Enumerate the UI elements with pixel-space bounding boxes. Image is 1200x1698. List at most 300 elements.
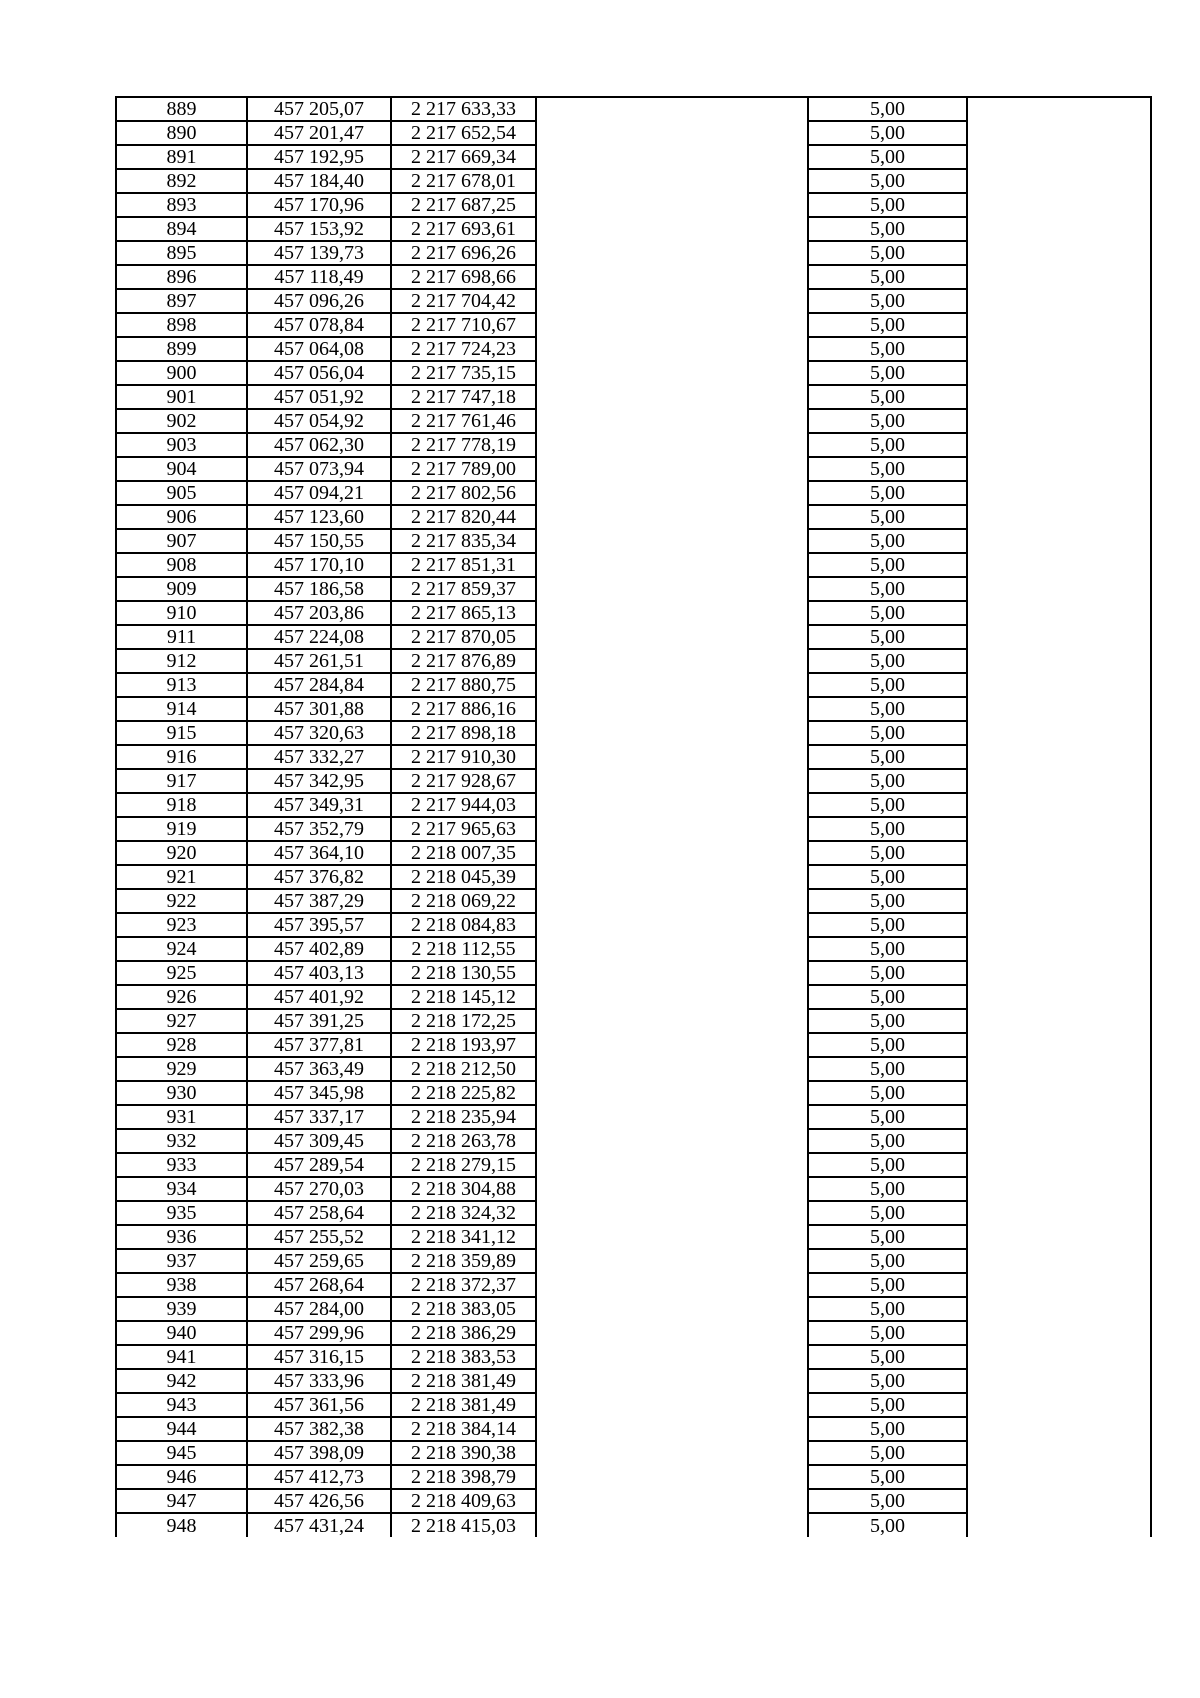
empty-cell	[536, 553, 808, 577]
x-coordinate-cell: 457 258,64	[247, 1201, 391, 1225]
y-coordinate-cell: 2 218 007,35	[391, 841, 536, 865]
x-coordinate-cell: 457 299,96	[247, 1321, 391, 1345]
empty-cell	[967, 481, 1151, 505]
point-number-cell: 921	[116, 865, 247, 889]
point-number-cell: 906	[116, 505, 247, 529]
table-row	[116, 289, 1151, 313]
empty-cell	[967, 553, 1151, 577]
value-cell: 5,00	[808, 1225, 967, 1249]
x-coordinate-cell: 457 361,56	[247, 1393, 391, 1417]
x-coordinate-cell: 457 382,38	[247, 1417, 391, 1441]
value-cell: 5,00	[808, 385, 967, 409]
point-number-cell: 889	[116, 97, 247, 121]
x-coordinate-cell: 457 333,96	[247, 1369, 391, 1393]
empty-cell	[536, 1129, 808, 1153]
value-cell: 5,00	[808, 553, 967, 577]
y-coordinate-cell: 2 218 381,49	[391, 1393, 536, 1417]
empty-cell	[536, 169, 808, 193]
point-number-cell: 919	[116, 817, 247, 841]
coordinates-table	[115, 96, 1152, 1537]
empty-cell	[967, 1249, 1151, 1273]
table-row	[116, 241, 1151, 265]
y-coordinate-cell: 2 217 910,30	[391, 745, 536, 769]
y-coordinate-cell: 2 217 835,34	[391, 529, 536, 553]
empty-cell	[967, 1321, 1151, 1345]
y-coordinate-cell: 2 218 145,12	[391, 985, 536, 1009]
point-number-cell: 937	[116, 1249, 247, 1273]
x-coordinate-cell: 457 349,31	[247, 793, 391, 817]
empty-cell	[967, 649, 1151, 673]
point-number-cell: 918	[116, 793, 247, 817]
y-coordinate-cell: 2 217 678,01	[391, 169, 536, 193]
y-coordinate-cell: 2 217 633,33	[391, 97, 536, 121]
value-cell: 5,00	[808, 769, 967, 793]
y-coordinate-cell: 2 217 859,37	[391, 577, 536, 601]
empty-cell	[536, 1105, 808, 1129]
point-number-cell: 932	[116, 1129, 247, 1153]
y-coordinate-cell: 2 217 669,34	[391, 145, 536, 169]
empty-cell	[967, 1417, 1151, 1441]
table-row	[116, 889, 1151, 913]
x-coordinate-cell: 457 395,57	[247, 913, 391, 937]
x-coordinate-cell: 457 123,60	[247, 505, 391, 529]
value-cell: 5,00	[808, 841, 967, 865]
empty-cell	[967, 1369, 1151, 1393]
table-row	[116, 673, 1151, 697]
empty-cell	[967, 265, 1151, 289]
x-coordinate-cell: 457 170,10	[247, 553, 391, 577]
empty-cell	[536, 1489, 808, 1513]
point-number-cell: 943	[116, 1393, 247, 1417]
x-coordinate-cell: 457 402,89	[247, 937, 391, 961]
x-coordinate-cell: 457 345,98	[247, 1081, 391, 1105]
value-cell: 5,00	[808, 337, 967, 361]
empty-cell	[967, 1153, 1151, 1177]
value-cell: 5,00	[808, 1273, 967, 1297]
point-number-cell: 948	[116, 1513, 247, 1537]
table-row	[116, 1393, 1151, 1417]
value-cell: 5,00	[808, 1249, 967, 1273]
empty-cell	[967, 721, 1151, 745]
empty-cell	[536, 145, 808, 169]
table-row	[116, 1249, 1151, 1273]
y-coordinate-cell: 2 217 851,31	[391, 553, 536, 577]
y-coordinate-cell: 2 217 652,54	[391, 121, 536, 145]
table-row	[116, 1105, 1151, 1129]
y-coordinate-cell: 2 217 735,15	[391, 361, 536, 385]
y-coordinate-cell: 2 218 225,82	[391, 1081, 536, 1105]
x-coordinate-cell: 457 364,10	[247, 841, 391, 865]
point-number-cell: 922	[116, 889, 247, 913]
table-row	[116, 505, 1151, 529]
empty-cell	[536, 1345, 808, 1369]
table-row	[116, 1441, 1151, 1465]
empty-cell	[536, 1273, 808, 1297]
empty-cell	[536, 1321, 808, 1345]
table-row	[116, 553, 1151, 577]
value-cell: 5,00	[808, 97, 967, 121]
value-cell: 5,00	[808, 913, 967, 937]
value-cell: 5,00	[808, 145, 967, 169]
value-cell: 5,00	[808, 481, 967, 505]
table-row	[116, 793, 1151, 817]
value-cell: 5,00	[808, 289, 967, 313]
y-coordinate-cell: 2 217 886,16	[391, 697, 536, 721]
x-coordinate-cell: 457 062,30	[247, 433, 391, 457]
value-cell: 5,00	[808, 433, 967, 457]
value-cell: 5,00	[808, 241, 967, 265]
empty-cell	[967, 673, 1151, 697]
point-number-cell: 903	[116, 433, 247, 457]
point-number-cell: 940	[116, 1321, 247, 1345]
point-number-cell: 938	[116, 1273, 247, 1297]
empty-cell	[536, 1177, 808, 1201]
point-number-cell: 895	[116, 241, 247, 265]
empty-cell	[536, 649, 808, 673]
empty-cell	[536, 1441, 808, 1465]
empty-cell	[967, 313, 1151, 337]
empty-cell	[967, 985, 1151, 1009]
table-row	[116, 1033, 1151, 1057]
y-coordinate-cell: 2 217 696,26	[391, 241, 536, 265]
y-coordinate-cell: 2 217 928,67	[391, 769, 536, 793]
empty-cell	[536, 121, 808, 145]
empty-cell	[967, 1489, 1151, 1513]
empty-cell	[967, 745, 1151, 769]
point-number-cell: 945	[116, 1441, 247, 1465]
y-coordinate-cell: 2 217 898,18	[391, 721, 536, 745]
x-coordinate-cell: 457 073,94	[247, 457, 391, 481]
value-cell: 5,00	[808, 1369, 967, 1393]
empty-cell	[536, 193, 808, 217]
value-cell: 5,00	[808, 1321, 967, 1345]
y-coordinate-cell: 2 218 383,53	[391, 1345, 536, 1369]
value-cell: 5,00	[808, 313, 967, 337]
empty-cell	[967, 577, 1151, 601]
point-number-cell: 912	[116, 649, 247, 673]
table-row	[116, 337, 1151, 361]
empty-cell	[536, 481, 808, 505]
value-cell: 5,00	[808, 529, 967, 553]
point-number-cell: 904	[116, 457, 247, 481]
point-number-cell: 935	[116, 1201, 247, 1225]
value-cell: 5,00	[808, 625, 967, 649]
point-number-cell: 925	[116, 961, 247, 985]
x-coordinate-cell: 457 192,95	[247, 145, 391, 169]
y-coordinate-cell: 2 218 383,05	[391, 1297, 536, 1321]
value-cell: 5,00	[808, 697, 967, 721]
point-number-cell: 891	[116, 145, 247, 169]
x-coordinate-cell: 457 301,88	[247, 697, 391, 721]
empty-cell	[967, 289, 1151, 313]
x-coordinate-cell: 457 387,29	[247, 889, 391, 913]
empty-cell	[536, 409, 808, 433]
empty-cell	[536, 289, 808, 313]
table-row	[116, 145, 1151, 169]
empty-cell	[967, 337, 1151, 361]
empty-cell	[536, 1225, 808, 1249]
empty-cell	[967, 217, 1151, 241]
table-row	[116, 625, 1151, 649]
empty-cell	[536, 577, 808, 601]
table-row	[116, 985, 1151, 1009]
empty-cell	[967, 409, 1151, 433]
empty-cell	[536, 793, 808, 817]
empty-cell	[967, 1465, 1151, 1489]
table-row	[116, 913, 1151, 937]
value-cell: 5,00	[808, 1153, 967, 1177]
empty-cell	[536, 937, 808, 961]
empty-cell	[536, 241, 808, 265]
empty-cell	[967, 193, 1151, 217]
point-number-cell: 927	[116, 1009, 247, 1033]
empty-cell	[967, 913, 1151, 937]
empty-cell	[536, 1393, 808, 1417]
empty-cell	[536, 337, 808, 361]
table-row	[116, 841, 1151, 865]
x-coordinate-cell: 457 094,21	[247, 481, 391, 505]
x-coordinate-cell: 457 412,73	[247, 1465, 391, 1489]
x-coordinate-cell: 457 363,49	[247, 1057, 391, 1081]
x-coordinate-cell: 457 259,65	[247, 1249, 391, 1273]
x-coordinate-cell: 457 261,51	[247, 649, 391, 673]
y-coordinate-cell: 2 217 965,63	[391, 817, 536, 841]
x-coordinate-cell: 457 431,24	[247, 1513, 391, 1537]
point-number-cell: 928	[116, 1033, 247, 1057]
point-number-cell: 890	[116, 121, 247, 145]
empty-cell	[536, 1057, 808, 1081]
y-coordinate-cell: 2 218 372,37	[391, 1273, 536, 1297]
y-coordinate-cell: 2 218 084,83	[391, 913, 536, 937]
x-coordinate-cell: 457 337,17	[247, 1105, 391, 1129]
empty-cell	[536, 361, 808, 385]
table-row	[116, 745, 1151, 769]
point-number-cell: 905	[116, 481, 247, 505]
point-number-cell: 936	[116, 1225, 247, 1249]
empty-cell	[967, 1513, 1151, 1537]
y-coordinate-cell: 2 218 263,78	[391, 1129, 536, 1153]
y-coordinate-cell: 2 217 693,61	[391, 217, 536, 241]
y-coordinate-cell: 2 218 304,88	[391, 1177, 536, 1201]
table-row	[116, 169, 1151, 193]
y-coordinate-cell: 2 217 698,66	[391, 265, 536, 289]
table-row	[116, 577, 1151, 601]
point-number-cell: 920	[116, 841, 247, 865]
x-coordinate-cell: 457 342,95	[247, 769, 391, 793]
table-row	[116, 1513, 1151, 1537]
y-coordinate-cell: 2 218 130,55	[391, 961, 536, 985]
empty-cell	[536, 769, 808, 793]
value-cell: 5,00	[808, 361, 967, 385]
point-number-cell: 941	[116, 1345, 247, 1369]
x-coordinate-cell: 457 170,96	[247, 193, 391, 217]
empty-cell	[967, 385, 1151, 409]
y-coordinate-cell: 2 218 341,12	[391, 1225, 536, 1249]
empty-cell	[536, 1297, 808, 1321]
x-coordinate-cell: 457 391,25	[247, 1009, 391, 1033]
empty-cell	[967, 97, 1151, 121]
empty-cell	[536, 1249, 808, 1273]
empty-cell	[536, 217, 808, 241]
x-coordinate-cell: 457 284,00	[247, 1297, 391, 1321]
x-coordinate-cell: 457 064,08	[247, 337, 391, 361]
table-row	[116, 313, 1151, 337]
empty-cell	[967, 793, 1151, 817]
y-coordinate-cell: 2 217 710,67	[391, 313, 536, 337]
empty-cell	[536, 1465, 808, 1489]
y-coordinate-cell: 2 217 747,18	[391, 385, 536, 409]
table-row	[116, 1417, 1151, 1441]
point-number-cell: 915	[116, 721, 247, 745]
y-coordinate-cell: 2 218 279,15	[391, 1153, 536, 1177]
empty-cell	[536, 1201, 808, 1225]
value-cell: 5,00	[808, 649, 967, 673]
value-cell: 5,00	[808, 1417, 967, 1441]
value-cell: 5,00	[808, 1177, 967, 1201]
y-coordinate-cell: 2 218 069,22	[391, 889, 536, 913]
point-number-cell: 898	[116, 313, 247, 337]
y-coordinate-cell: 2 218 235,94	[391, 1105, 536, 1129]
x-coordinate-cell: 457 203,86	[247, 601, 391, 625]
x-coordinate-cell: 457 118,49	[247, 265, 391, 289]
value-cell: 5,00	[808, 817, 967, 841]
point-number-cell: 897	[116, 289, 247, 313]
y-coordinate-cell: 2 218 398,79	[391, 1465, 536, 1489]
empty-cell	[967, 361, 1151, 385]
x-coordinate-cell: 457 186,58	[247, 577, 391, 601]
value-cell: 5,00	[808, 1441, 967, 1465]
value-cell: 5,00	[808, 1105, 967, 1129]
point-number-cell: 930	[116, 1081, 247, 1105]
table-row	[116, 1297, 1151, 1321]
point-number-cell: 892	[116, 169, 247, 193]
empty-cell	[536, 1009, 808, 1033]
point-number-cell: 914	[116, 697, 247, 721]
empty-cell	[967, 769, 1151, 793]
x-coordinate-cell: 457 352,79	[247, 817, 391, 841]
empty-cell	[967, 1345, 1151, 1369]
x-coordinate-cell: 457 096,26	[247, 289, 391, 313]
empty-cell	[967, 1441, 1151, 1465]
value-cell: 5,00	[808, 409, 967, 433]
x-coordinate-cell: 457 426,56	[247, 1489, 391, 1513]
point-number-cell: 896	[116, 265, 247, 289]
point-number-cell: 894	[116, 217, 247, 241]
table-row	[116, 1465, 1151, 1489]
table-row	[116, 1129, 1151, 1153]
table-row	[116, 1369, 1151, 1393]
empty-cell	[967, 1081, 1151, 1105]
y-coordinate-cell: 2 218 415,03	[391, 1513, 536, 1537]
table-row	[116, 529, 1151, 553]
empty-cell	[536, 1417, 808, 1441]
value-cell: 5,00	[808, 193, 967, 217]
empty-cell	[967, 1105, 1151, 1129]
table-row	[116, 97, 1151, 121]
empty-cell	[967, 1009, 1151, 1033]
empty-cell	[967, 625, 1151, 649]
point-number-cell: 944	[116, 1417, 247, 1441]
empty-cell	[967, 145, 1151, 169]
table-row	[116, 769, 1151, 793]
table-row	[116, 217, 1151, 241]
x-coordinate-cell: 457 224,08	[247, 625, 391, 649]
value-cell: 5,00	[808, 1081, 967, 1105]
empty-cell	[536, 529, 808, 553]
value-cell: 5,00	[808, 1513, 967, 1537]
value-cell: 5,00	[808, 889, 967, 913]
point-number-cell: 902	[116, 409, 247, 433]
table-row	[116, 1009, 1151, 1033]
point-number-cell: 933	[116, 1153, 247, 1177]
point-number-cell: 913	[116, 673, 247, 697]
point-number-cell: 901	[116, 385, 247, 409]
table-row	[116, 1225, 1151, 1249]
x-coordinate-cell: 457 153,92	[247, 217, 391, 241]
empty-cell	[536, 601, 808, 625]
value-cell: 5,00	[808, 1129, 967, 1153]
empty-cell	[536, 385, 808, 409]
point-number-cell: 911	[116, 625, 247, 649]
y-coordinate-cell: 2 218 172,25	[391, 1009, 536, 1033]
empty-cell	[967, 505, 1151, 529]
empty-cell	[536, 625, 808, 649]
table-row	[116, 937, 1151, 961]
table-row	[116, 361, 1151, 385]
table-row	[116, 1081, 1151, 1105]
point-number-cell: 931	[116, 1105, 247, 1129]
empty-cell	[536, 889, 808, 913]
empty-cell	[967, 1129, 1151, 1153]
empty-cell	[536, 865, 808, 889]
empty-cell	[967, 1201, 1151, 1225]
empty-cell	[536, 457, 808, 481]
value-cell: 5,00	[808, 217, 967, 241]
x-coordinate-cell: 457 078,84	[247, 313, 391, 337]
point-number-cell: 946	[116, 1465, 247, 1489]
value-cell: 5,00	[808, 745, 967, 769]
empty-cell	[967, 889, 1151, 913]
x-coordinate-cell: 457 054,92	[247, 409, 391, 433]
table-row	[116, 481, 1151, 505]
value-cell: 5,00	[808, 121, 967, 145]
value-cell: 5,00	[808, 1465, 967, 1489]
x-coordinate-cell: 457 401,92	[247, 985, 391, 1009]
table-row	[116, 649, 1151, 673]
value-cell: 5,00	[808, 1009, 967, 1033]
value-cell: 5,00	[808, 1393, 967, 1417]
y-coordinate-cell: 2 217 820,44	[391, 505, 536, 529]
empty-cell	[967, 1393, 1151, 1417]
y-coordinate-cell: 2 218 390,38	[391, 1441, 536, 1465]
x-coordinate-cell: 457 150,55	[247, 529, 391, 553]
y-coordinate-cell: 2 217 687,25	[391, 193, 536, 217]
empty-cell	[967, 817, 1151, 841]
empty-cell	[536, 913, 808, 937]
value-cell: 5,00	[808, 1057, 967, 1081]
value-cell: 5,00	[808, 937, 967, 961]
x-coordinate-cell: 457 316,15	[247, 1345, 391, 1369]
empty-cell	[536, 1369, 808, 1393]
x-coordinate-cell: 457 205,07	[247, 97, 391, 121]
x-coordinate-cell: 457 270,03	[247, 1177, 391, 1201]
empty-cell	[536, 745, 808, 769]
empty-cell	[536, 505, 808, 529]
value-cell: 5,00	[808, 1345, 967, 1369]
table-row	[116, 1177, 1151, 1201]
empty-cell	[967, 169, 1151, 193]
empty-cell	[536, 1033, 808, 1057]
